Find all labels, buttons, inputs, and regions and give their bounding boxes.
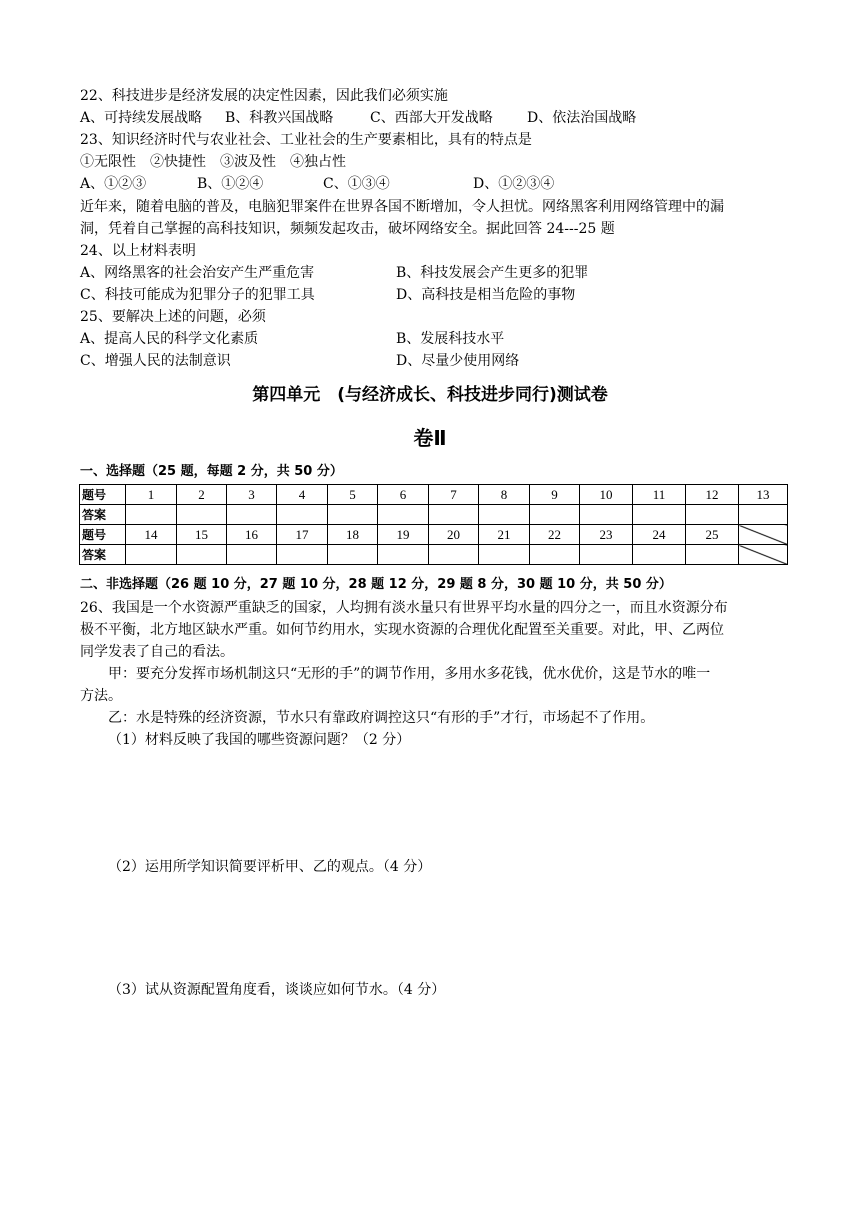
section-1-heading: 一、选择题（25 题，每题 2 分，共 50 分） bbox=[80, 464, 343, 479]
answer-cell[interactable] bbox=[177, 545, 227, 565]
material-line-1: 近年来，随着电脑的普及，电脑犯罪案件在世界各国不断增加，令人担忧。网络黑客利用网络管理中的漏 bbox=[80, 199, 724, 215]
option: D、①②③④ bbox=[473, 176, 555, 192]
option: C、科技可能成为犯罪分子的犯罪工具 bbox=[80, 287, 315, 303]
option: B、科技发展会产生更多的犯罪 bbox=[396, 265, 589, 281]
table-cell: 14 bbox=[126, 525, 177, 545]
table-cell: 1 bbox=[126, 485, 177, 505]
option: A、①②③ bbox=[80, 176, 147, 192]
struck-cell bbox=[739, 525, 788, 545]
table-cell: 22 bbox=[530, 525, 580, 545]
table-cell: 9 bbox=[530, 485, 580, 505]
table-cell: 11 bbox=[633, 485, 686, 505]
question-26-text: 同学发表了自己的看法。 bbox=[80, 644, 234, 660]
option: C、西部大开发战略 bbox=[370, 110, 493, 126]
answer-cell[interactable] bbox=[378, 545, 429, 565]
answer-cell[interactable] bbox=[126, 505, 177, 525]
table-cell: 17 bbox=[277, 525, 328, 545]
unit-title: 第四单元 (与经济成长、科技进步同行)测试卷 bbox=[252, 385, 608, 405]
opinion-jia: 甲：要充分发挥市场机制这只“无形的手”的调节作用，多用水多花钱，优水优价，这是节水的唯一 bbox=[108, 666, 711, 682]
table-row bbox=[80, 525, 788, 545]
table-cell: 6 bbox=[378, 485, 429, 505]
answer-cell[interactable] bbox=[580, 545, 633, 565]
answer-cell[interactable] bbox=[686, 505, 739, 525]
answer-cell[interactable] bbox=[328, 505, 378, 525]
answer-cell[interactable] bbox=[227, 545, 277, 565]
answer-cell[interactable] bbox=[530, 545, 580, 565]
question-23-items: ①无限性 ②快捷性 ③波及性 ④独占性 bbox=[80, 154, 346, 170]
table-cell: 24 bbox=[633, 525, 686, 545]
answer-cell[interactable] bbox=[177, 505, 227, 525]
sub-question-2: （2）运用所学知识简要评析甲、乙的观点。（4 分） bbox=[108, 859, 432, 875]
answer-cell[interactable] bbox=[277, 545, 328, 565]
table-cell: 12 bbox=[686, 485, 739, 505]
question-23-stem: 23、知识经济时代与农业社会、工业社会的生产要素相比，具有的特点是 bbox=[80, 132, 532, 148]
question-25-stem: 25、要解决上述的问题，必须 bbox=[80, 309, 266, 325]
answer-cell[interactable] bbox=[633, 545, 686, 565]
option: B、①②④ bbox=[197, 176, 264, 192]
option: C、①③④ bbox=[323, 176, 390, 192]
answer-cell[interactable] bbox=[530, 505, 580, 525]
answer-cell[interactable] bbox=[378, 505, 429, 525]
table-cell: 10 bbox=[580, 485, 633, 505]
table-cell: 5 bbox=[328, 485, 378, 505]
struck-cell bbox=[739, 545, 788, 565]
option: B、科教兴国战略 bbox=[225, 110, 334, 126]
table-header-answer: 答案 bbox=[80, 545, 126, 565]
volume-title: 卷Ⅱ bbox=[413, 426, 447, 450]
table-cell: 25 bbox=[686, 525, 739, 545]
table-cell: 7 bbox=[429, 485, 479, 505]
answer-cell[interactable] bbox=[686, 545, 739, 565]
sub-question-1: （1）材料反映了我国的哪些资源问题？（2 分） bbox=[108, 732, 411, 748]
table-header-answer: 答案 bbox=[80, 505, 126, 525]
question-24-stem: 24、以上材料表明 bbox=[80, 243, 196, 259]
section-2-heading: 二、非选择题（26 题 10 分，27 题 10 分，28 题 12 分，29 题 8 分，30 题 10 分，共 50 分） bbox=[80, 577, 672, 592]
table-cell: 2 bbox=[177, 485, 227, 505]
option: D、尽量少使用网络 bbox=[396, 353, 520, 369]
answer-cell[interactable] bbox=[739, 505, 788, 525]
question-26-text: 极不平衡，北方地区缺水严重。如何节约用水，实现水资源的合理优化配置至关重要。对此，甲、乙两位 bbox=[80, 622, 724, 638]
question-26-text: 26、我国是一个水资源严重缺乏的国家，人均拥有淡水量只有世界平均水量的四分之一，而且水资源分布 bbox=[80, 600, 728, 616]
option: D、高科技是相当危险的事物 bbox=[396, 287, 576, 303]
table-cell: 19 bbox=[378, 525, 429, 545]
table-cell: 21 bbox=[479, 525, 530, 545]
answer-cell[interactable] bbox=[429, 545, 479, 565]
opinion-yi: 乙：水是特殊的经济资源，节水只有靠政府调控这只“有形的手”才行，市场起不了作用。 bbox=[108, 710, 655, 726]
answer-cell[interactable] bbox=[479, 545, 530, 565]
answer-cell[interactable] bbox=[633, 505, 686, 525]
table-cell: 15 bbox=[177, 525, 227, 545]
option: A、提高人民的科学文化素质 bbox=[80, 331, 259, 347]
question-22-stem: 22、科技进步是经济发展的决定性因素，因此我们必须实施 bbox=[80, 88, 448, 104]
table-cell: 20 bbox=[429, 525, 479, 545]
option: B、发展科技水平 bbox=[396, 331, 505, 347]
question-22-options bbox=[80, 108, 636, 128]
answer-cell[interactable] bbox=[227, 505, 277, 525]
answer-cell[interactable] bbox=[580, 505, 633, 525]
table-row bbox=[80, 505, 788, 525]
option: A、网络黑客的社会治安产生严重危害 bbox=[80, 265, 315, 281]
table-cell: 3 bbox=[227, 485, 277, 505]
table-cell: 4 bbox=[277, 485, 328, 505]
table-header-no: 题号 bbox=[80, 525, 126, 545]
answer-table bbox=[79, 484, 788, 565]
opinion-jia-cont: 方法。 bbox=[80, 688, 122, 704]
answer-cell[interactable] bbox=[277, 505, 328, 525]
answer-cell[interactable] bbox=[479, 505, 530, 525]
material-line-2: 洞，凭着自己掌握的高科技知识，频频发起攻击，破坏网络安全。据此回答 24---25 题 bbox=[80, 221, 615, 237]
option: D、依法治国战略 bbox=[527, 110, 637, 126]
table-cell: 13 bbox=[739, 485, 788, 505]
question-23-options bbox=[80, 174, 554, 194]
answer-cell[interactable] bbox=[126, 545, 177, 565]
table-cell: 23 bbox=[580, 525, 633, 545]
answer-cell[interactable] bbox=[328, 545, 378, 565]
answer-cell[interactable] bbox=[429, 505, 479, 525]
table-row bbox=[80, 545, 788, 565]
table-cell: 8 bbox=[479, 485, 530, 505]
table-cell: 16 bbox=[227, 525, 277, 545]
table-row bbox=[80, 485, 788, 505]
option: C、增强人民的法制意识 bbox=[80, 353, 231, 369]
sub-question-3: （3）试从资源配置角度看，谈谈应如何节水。（4 分） bbox=[108, 982, 446, 998]
table-cell: 18 bbox=[328, 525, 378, 545]
table-header-no: 题号 bbox=[80, 485, 126, 505]
option: A、可持续发展战略 bbox=[80, 110, 203, 126]
